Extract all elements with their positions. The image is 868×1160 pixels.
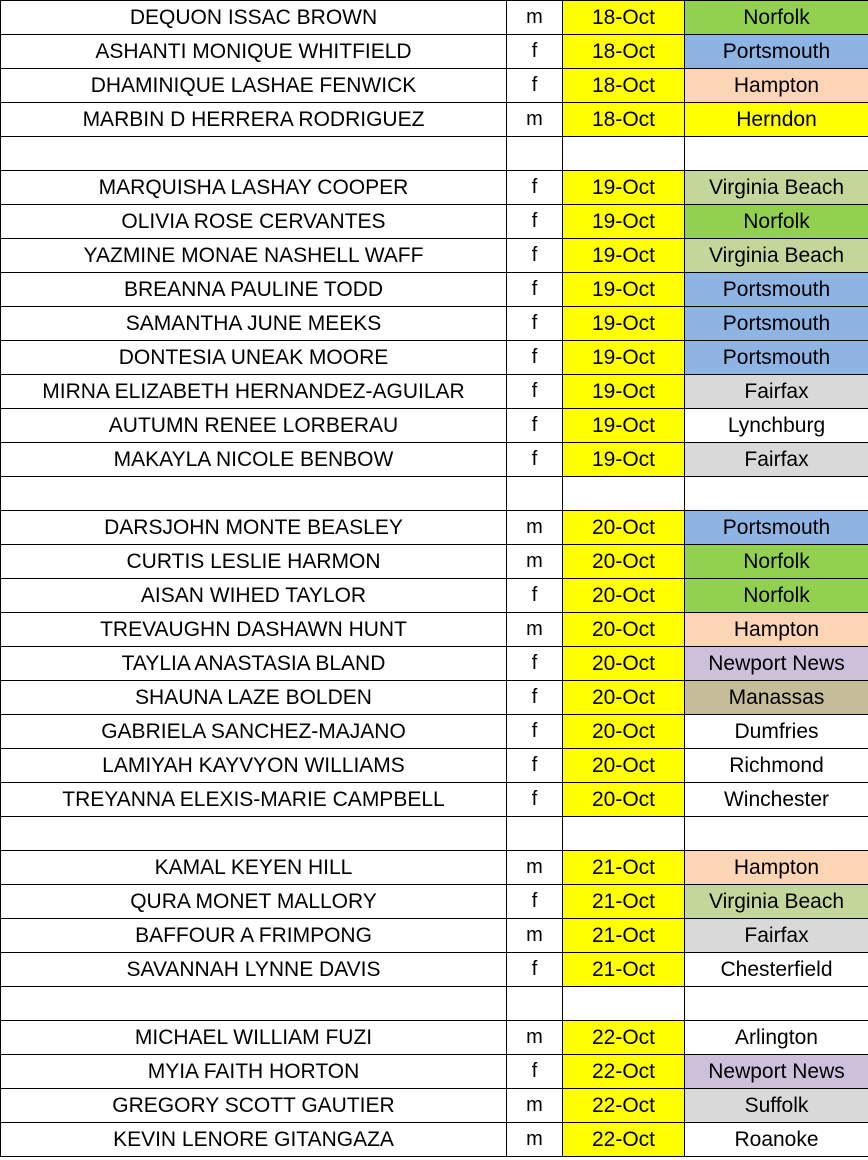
- table-row: [1, 715, 868, 749]
- city-cell[interactable]: Lynchburg: [685, 409, 868, 443]
- city-cell[interactable]: Roanoke: [685, 1123, 868, 1157]
- table-row: [1, 1123, 868, 1157]
- table-row: [1, 69, 868, 103]
- sex-cell[interactable]: f: [507, 409, 563, 443]
- spreadsheet-body: [1, 1, 868, 1157]
- date-cell[interactable]: 20-Oct: [563, 715, 685, 749]
- name-cell[interactable]: [1, 477, 507, 511]
- table-row: [1, 783, 868, 817]
- table-row: [1, 749, 868, 783]
- date-cell[interactable]: 20-Oct: [563, 579, 685, 613]
- date-cell[interactable]: 18-Oct: [563, 1, 685, 35]
- sex-cell[interactable]: m: [507, 919, 563, 953]
- sex-cell[interactable]: f: [507, 273, 563, 307]
- city-cell[interactable]: Virginia Beach: [685, 239, 868, 273]
- city-cell[interactable]: Norfolk: [685, 205, 868, 239]
- sex-cell[interactable]: f: [507, 375, 563, 409]
- table-row: [1, 375, 868, 409]
- sex-cell[interactable]: f: [507, 715, 563, 749]
- table-row: [1, 885, 868, 919]
- city-cell[interactable]: Winchester: [685, 783, 868, 817]
- city-cell[interactable]: Herndon: [685, 103, 868, 137]
- sex-cell[interactable]: f: [507, 953, 563, 987]
- name-cell[interactable]: MYIA FAITH HORTON: [1, 1055, 507, 1089]
- table-row: [1, 1021, 868, 1055]
- name-cell[interactable]: ASHANTI MONIQUE WHITFIELD: [1, 35, 507, 69]
- sex-cell[interactable]: f: [507, 341, 563, 375]
- date-cell[interactable]: 22-Oct: [563, 1123, 685, 1157]
- city-cell[interactable]: Richmond: [685, 749, 868, 783]
- city-cell[interactable]: Newport News: [685, 1055, 868, 1089]
- name-cell[interactable]: SHAUNA LAZE BOLDEN: [1, 681, 507, 715]
- name-cell[interactable]: TREVAUGHN DASHAWN HUNT: [1, 613, 507, 647]
- table-row: [1, 647, 868, 681]
- date-cell[interactable]: 21-Oct: [563, 919, 685, 953]
- sex-cell[interactable]: m: [507, 1, 563, 35]
- name-cell[interactable]: YAZMINE MONAE NASHELL WAFF: [1, 239, 507, 273]
- name-cell[interactable]: OLIVIA ROSE CERVANTES: [1, 205, 507, 239]
- date-cell[interactable]: [563, 817, 685, 851]
- date-cell[interactable]: [563, 987, 685, 1021]
- name-cell[interactable]: MIRNA ELIZABETH HERNANDEZ-AGUILAR: [1, 375, 507, 409]
- name-cell[interactable]: DONTESIA UNEAK MOORE: [1, 341, 507, 375]
- name-cell[interactable]: AISAN WIHED TAYLOR: [1, 579, 507, 613]
- sex-cell[interactable]: f: [507, 647, 563, 681]
- sex-cell[interactable]: f: [507, 239, 563, 273]
- sex-cell[interactable]: m: [507, 1089, 563, 1123]
- sex-cell[interactable]: f: [507, 307, 563, 341]
- sex-cell[interactable]: m: [507, 103, 563, 137]
- date-cell[interactable]: 20-Oct: [563, 749, 685, 783]
- name-cell[interactable]: [1, 987, 507, 1021]
- table-row: [1, 171, 868, 205]
- date-cell[interactable]: 20-Oct: [563, 511, 685, 545]
- name-cell[interactable]: [1, 137, 507, 171]
- city-cell[interactable]: Virginia Beach: [685, 171, 868, 205]
- date-cell[interactable]: 19-Oct: [563, 341, 685, 375]
- name-cell[interactable]: [1, 817, 507, 851]
- date-cell[interactable]: 19-Oct: [563, 171, 685, 205]
- date-cell[interactable]: 20-Oct: [563, 783, 685, 817]
- date-cell[interactable]: 20-Oct: [563, 613, 685, 647]
- city-cell[interactable]: Portsmouth: [685, 341, 868, 375]
- date-cell[interactable]: 19-Oct: [563, 273, 685, 307]
- name-cell[interactable]: KEVIN LENORE GITANGAZA: [1, 1123, 507, 1157]
- sex-cell[interactable]: f: [507, 885, 563, 919]
- city-cell[interactable]: [685, 987, 868, 1021]
- city-cell[interactable]: Virginia Beach: [685, 885, 868, 919]
- city-cell[interactable]: Fairfax: [685, 375, 868, 409]
- sex-cell[interactable]: m: [507, 545, 563, 579]
- sex-cell[interactable]: f: [507, 171, 563, 205]
- city-cell[interactable]: Portsmouth: [685, 511, 868, 545]
- blank-row: [1, 477, 868, 511]
- sex-cell[interactable]: f: [507, 443, 563, 477]
- sex-cell[interactable]: [507, 137, 563, 171]
- city-cell[interactable]: Newport News: [685, 647, 868, 681]
- city-cell[interactable]: Fairfax: [685, 919, 868, 953]
- sex-cell[interactable]: [507, 817, 563, 851]
- table-row: [1, 273, 868, 307]
- sex-cell[interactable]: [507, 987, 563, 1021]
- name-cell[interactable]: MARBIN D HERRERA RODRIGUEZ: [1, 103, 507, 137]
- city-cell[interactable]: Manassas: [685, 681, 868, 715]
- name-cell[interactable]: TAYLIA ANASTASIA BLAND: [1, 647, 507, 681]
- name-cell[interactable]: AUTUMN RENEE LORBERAU: [1, 409, 507, 443]
- sex-cell[interactable]: f: [507, 579, 563, 613]
- date-cell[interactable]: 19-Oct: [563, 239, 685, 273]
- table-row: [1, 681, 868, 715]
- city-cell[interactable]: Hampton: [685, 69, 868, 103]
- sex-cell[interactable]: m: [507, 851, 563, 885]
- date-cell[interactable]: 20-Oct: [563, 681, 685, 715]
- name-cell[interactable]: DHAMINIQUE LASHAE FENWICK: [1, 69, 507, 103]
- table-row: [1, 1, 868, 35]
- city-cell[interactable]: Suffolk: [685, 1089, 868, 1123]
- sex-cell[interactable]: f: [507, 35, 563, 69]
- name-cell[interactable]: MARQUISHA LASHAY COOPER: [1, 171, 507, 205]
- city-cell[interactable]: [685, 137, 868, 171]
- city-cell[interactable]: Norfolk: [685, 579, 868, 613]
- name-cell[interactable]: CURTIS LESLIE HARMON: [1, 545, 507, 579]
- table-row: [1, 443, 868, 477]
- date-cell[interactable]: 19-Oct: [563, 375, 685, 409]
- table-row: [1, 511, 868, 545]
- date-cell[interactable]: 18-Oct: [563, 69, 685, 103]
- blank-row: [1, 137, 868, 171]
- name-cell[interactable]: GREGORY SCOTT GAUTIER: [1, 1089, 507, 1123]
- table-row: [1, 239, 868, 273]
- name-cell[interactable]: MAKAYLA NICOLE BENBOW: [1, 443, 507, 477]
- city-cell[interactable]: Hampton: [685, 851, 868, 885]
- sex-cell[interactable]: f: [507, 69, 563, 103]
- date-cell[interactable]: 19-Oct: [563, 409, 685, 443]
- city-cell[interactable]: Arlington: [685, 1021, 868, 1055]
- date-cell[interactable]: 19-Oct: [563, 443, 685, 477]
- city-cell[interactable]: Portsmouth: [685, 35, 868, 69]
- date-cell[interactable]: [563, 477, 685, 511]
- table-row: [1, 851, 868, 885]
- name-cell[interactable]: GABRIELA SANCHEZ-MAJANO: [1, 715, 507, 749]
- name-cell[interactable]: DARSJOHN MONTE BEASLEY: [1, 511, 507, 545]
- sex-cell[interactable]: m: [507, 613, 563, 647]
- city-cell[interactable]: [685, 477, 868, 511]
- date-cell[interactable]: 20-Oct: [563, 647, 685, 681]
- sex-cell[interactable]: m: [507, 1021, 563, 1055]
- sex-cell[interactable]: m: [507, 511, 563, 545]
- city-cell[interactable]: Hampton: [685, 613, 868, 647]
- table-row: [1, 545, 868, 579]
- name-cell[interactable]: BAFFOUR A FRIMPONG: [1, 919, 507, 953]
- table-row: [1, 919, 868, 953]
- table-row: [1, 205, 868, 239]
- sex-cell[interactable]: m: [507, 1123, 563, 1157]
- name-cell[interactable]: TREYANNA ELEXIS-MARIE CAMPBELL: [1, 783, 507, 817]
- city-cell[interactable]: [685, 817, 868, 851]
- date-cell[interactable]: 18-Oct: [563, 35, 685, 69]
- city-cell[interactable]: Portsmouth: [685, 307, 868, 341]
- sex-cell[interactable]: [507, 477, 563, 511]
- sex-cell[interactable]: f: [507, 681, 563, 715]
- city-cell[interactable]: Fairfax: [685, 443, 868, 477]
- date-cell[interactable]: 18-Oct: [563, 103, 685, 137]
- name-cell[interactable]: BREANNA PAULINE TODD: [1, 273, 507, 307]
- city-cell[interactable]: Norfolk: [685, 545, 868, 579]
- table-row: [1, 307, 868, 341]
- table-row: [1, 1055, 868, 1089]
- table-row: [1, 409, 868, 443]
- date-cell[interactable]: 22-Oct: [563, 1089, 685, 1123]
- name-cell[interactable]: MICHAEL WILLIAM FUZI: [1, 1021, 507, 1055]
- city-cell[interactable]: Norfolk: [685, 1, 868, 35]
- date-cell[interactable]: 20-Oct: [563, 545, 685, 579]
- name-cell[interactable]: DEQUON ISSAC BROWN: [1, 1, 507, 35]
- table-row: [1, 35, 868, 69]
- sex-cell[interactable]: f: [507, 1055, 563, 1089]
- table-row: [1, 953, 868, 987]
- date-cell[interactable]: 22-Oct: [563, 1055, 685, 1089]
- name-cell[interactable]: SAVANNAH LYNNE DAVIS: [1, 953, 507, 987]
- city-cell[interactable]: Chesterfield: [685, 953, 868, 987]
- table-row: [1, 579, 868, 613]
- city-cell[interactable]: Portsmouth: [685, 273, 868, 307]
- blank-row: [1, 987, 868, 1021]
- name-cell[interactable]: KAMAL KEYEN HILL: [1, 851, 507, 885]
- sex-cell[interactable]: f: [507, 205, 563, 239]
- date-cell[interactable]: [563, 137, 685, 171]
- date-cell[interactable]: 21-Oct: [563, 885, 685, 919]
- date-cell[interactable]: 21-Oct: [563, 953, 685, 987]
- name-cell[interactable]: LAMIYAH KAYVYON WILLIAMS: [1, 749, 507, 783]
- sex-cell[interactable]: f: [507, 749, 563, 783]
- date-cell[interactable]: 19-Oct: [563, 307, 685, 341]
- blank-row: [1, 817, 868, 851]
- sex-cell[interactable]: f: [507, 783, 563, 817]
- table-row: [1, 103, 868, 137]
- table-row: [1, 1089, 868, 1123]
- table-row: [1, 341, 868, 375]
- table-row: [1, 613, 868, 647]
- name-cell[interactable]: SAMANTHA JUNE MEEKS: [1, 307, 507, 341]
- date-cell[interactable]: 19-Oct: [563, 205, 685, 239]
- city-cell[interactable]: Dumfries: [685, 715, 868, 749]
- date-cell[interactable]: 22-Oct: [563, 1021, 685, 1055]
- name-cell[interactable]: QURA MONET MALLORY: [1, 885, 507, 919]
- date-cell[interactable]: 21-Oct: [563, 851, 685, 885]
